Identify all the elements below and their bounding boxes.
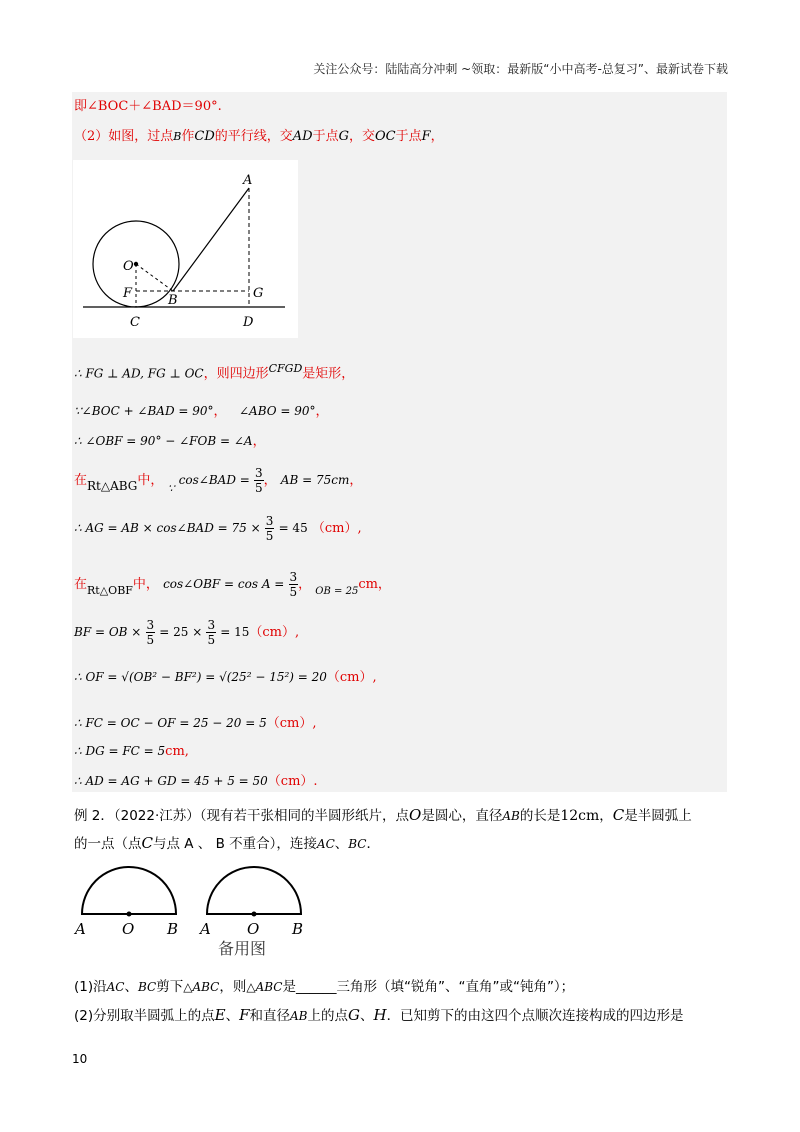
semicircle-1	[82, 867, 176, 914]
figure-1-svg	[73, 160, 298, 338]
label-b: B	[168, 293, 178, 308]
question-2: (2)分别取半圆弧上的点E、F和直径AB上的点G、H．已知剪下的由这四个点顺次连接构成的四边形是	[74, 1006, 684, 1024]
solution-line-7: ∴ AG = AB × cos∠BAD = 75 × $\frac{3}{5}$ = 45 （cm）,	[74, 514, 362, 543]
solution-line-10: ∴ OF = √(OB² − BF²) = √(25² − 15²) = 20（cm）,	[74, 670, 377, 685]
segment-ob	[136, 264, 173, 291]
label-g: G	[253, 286, 264, 301]
solution-line-12: ∴ DG = FC = 5cm,	[74, 744, 189, 759]
page-header: 关注公众号：陆陆高分冲刺 ~领取：最新版“小中高考-总复习”、最新试卷下载	[313, 62, 728, 76]
figure-2-svg	[72, 862, 312, 957]
solution-line-8: 在$_{Rt\triangle OBF}$中， cos∠OBF = cos A = $\frac{3}{5}$ ， $_{OB = 25}$cm，	[74, 570, 391, 599]
label-f: F	[123, 286, 133, 301]
semicircle-1-center	[127, 912, 132, 917]
label-o: O	[123, 259, 134, 274]
page-number: 10	[72, 1052, 88, 1066]
semi1-label-b: B	[167, 920, 179, 938]
semi1-label-o: O	[122, 920, 135, 938]
geometry-figure-1	[73, 160, 298, 338]
example-2-line-1: 例 2．（2022·江苏）（现有若干张相同的半圆形纸片，点O是圆心，直径AB的长是12cm，C是半圆弧上	[74, 806, 692, 824]
label-c: C	[130, 315, 140, 330]
semicircle-figures	[72, 862, 312, 957]
solution-line-11: ∴ FC = OC − OF = 25 − 20 = 5（cm）,	[74, 716, 317, 731]
semi2-label-o: O	[247, 920, 260, 938]
center-dot	[134, 262, 138, 266]
label-d: D	[243, 315, 254, 330]
label-a: A	[243, 173, 253, 188]
solution-line-9: BF = OB × $\frac{3}{5}$ = 25 × $\frac{3}{5}$ = 15（cm）,	[74, 618, 300, 647]
solution-line-13: ∴ AD = AG + GD = 45 + 5 = 50（cm）.	[74, 774, 318, 789]
semicircle-2	[207, 867, 301, 914]
solution-line-2: （2）如图，过点B作CD的平行线，交AD于点G，交OC于点F，	[74, 129, 444, 144]
solution-line-4: ∵∠BOC + ∠BAD = 90°， ∠ABO = 90°，	[74, 404, 329, 419]
semi2-label-b: B	[292, 920, 304, 938]
solution-line-3: ∴ FG ⊥ AD, FG ⊥ OC，则四边形$^{CFGD}$是矩形，	[74, 362, 355, 382]
semicircle-2-center	[252, 912, 257, 917]
semi1-label-a: A	[75, 920, 86, 938]
solution-line-6: 在Rt△ABG中， $_\because$ cos∠BAD = $\frac{3}{5}$ ， AB = 75cm，	[74, 466, 363, 495]
example-2-line-2: 的一点（点C与点 A 、 B 不重合），连接AC、BC．	[74, 834, 380, 852]
backup-figure-caption: 备用图	[218, 939, 267, 957]
solution-line-1: 即∠BOC＋∠BAD＝90°.	[74, 99, 222, 114]
question-1: (1)沿AC、BC剪下△ABC，则△ABC是______三角形（填“锐角”、“直角”或“钝角”）；	[74, 979, 575, 995]
solution-line-5: ∴ ∠OBF = 90° − ∠FOB = ∠A，	[74, 434, 266, 449]
semi2-label-a: A	[200, 920, 211, 938]
segment-ab	[173, 188, 249, 291]
